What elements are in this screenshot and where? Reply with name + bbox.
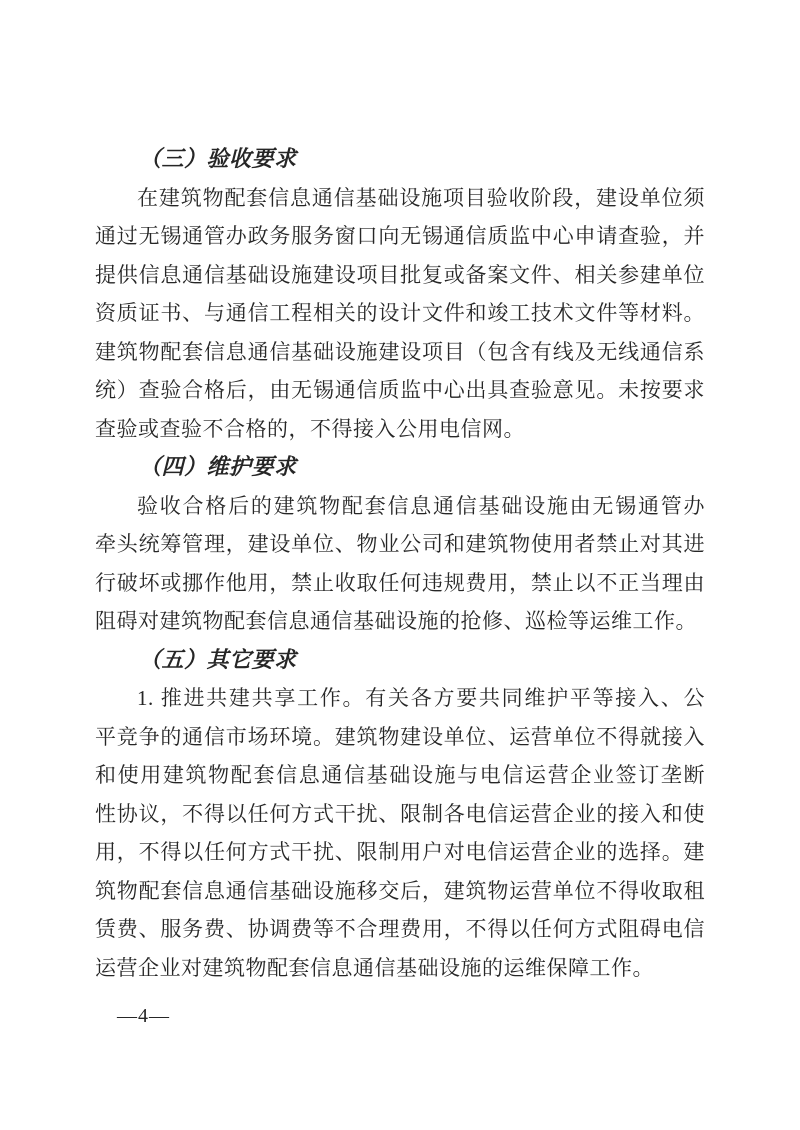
text-line: 和使用建筑物配套信息通信基础设施与电信运营企业签订垄断 xyxy=(95,763,705,787)
text-line: 统）查验合格后，由无锡通信质监中心出具查验意见。未按要求 xyxy=(95,378,705,402)
paragraph xyxy=(95,179,705,449)
section-heading: （五）其它要求 xyxy=(139,646,297,672)
paragraph xyxy=(95,679,705,987)
text-line: 牵头统筹管理，建设单位、物业公司和建筑物使用者禁止对其进 xyxy=(95,532,705,556)
document-body xyxy=(95,140,705,987)
text-line: 通过无锡通管办政务服务窗口向无锡通信质监中心申请查验，并 xyxy=(95,224,705,248)
text-line: 运营企业对建筑物配套信息通信基础设施的运维保障工作。 xyxy=(95,955,654,980)
text-line: 性协议，不得以任何方式干扰、限制各电信运营企业的接入和使 xyxy=(95,801,705,826)
text-line: 1. 推进共建共享工作。有关各方要共同维护平等接入、公 xyxy=(137,686,705,710)
text-line: 验收合格后的建筑物配套信息通信基础设施由无锡通管办 xyxy=(137,493,705,518)
page-number: —4— xyxy=(117,1005,170,1027)
section-heading: （三）验收要求 xyxy=(139,146,297,171)
text-line: 建筑物配套信息通信基础设施建设项目（包含有线及无线通信系 xyxy=(95,339,705,364)
text-line: 在建筑物配套信息通信基础设施项目验收阶段，建设单位须 xyxy=(137,185,705,210)
text-line: 行破坏或挪作他用，禁止收取任何违规费用，禁止以不正当理由 xyxy=(95,570,705,595)
text-line: 用，不得以任何方式干扰、限制用户对电信运营企业的选择。建 xyxy=(95,840,705,864)
text-line: 筑物配套信息通信基础设施移交后，建筑物运营单位不得收取租 xyxy=(95,878,705,903)
text-line: 赁费、服务费、协调费等不合理费用，不得以任何方式阻碍电信 xyxy=(95,917,705,941)
text-line: 查验或查验不合格的，不得接入公用电信网。 xyxy=(95,416,525,441)
text-line: 平竞争的通信市场环境。建筑物建设单位、运营单位不得就接入 xyxy=(95,724,705,749)
section-heading: （四）维护要求 xyxy=(139,454,297,479)
text-line: 资质证书、与通信工程相关的设计文件和竣工技术文件等材料。 xyxy=(95,301,705,325)
text-line: 提供信息通信基础设施建设项目批复或备案文件、相关参建单位 xyxy=(95,262,705,287)
paragraph xyxy=(95,487,705,641)
text-line: 阻碍对建筑物配套信息通信基础设施的抢修、巡检等运维工作。 xyxy=(95,609,697,633)
